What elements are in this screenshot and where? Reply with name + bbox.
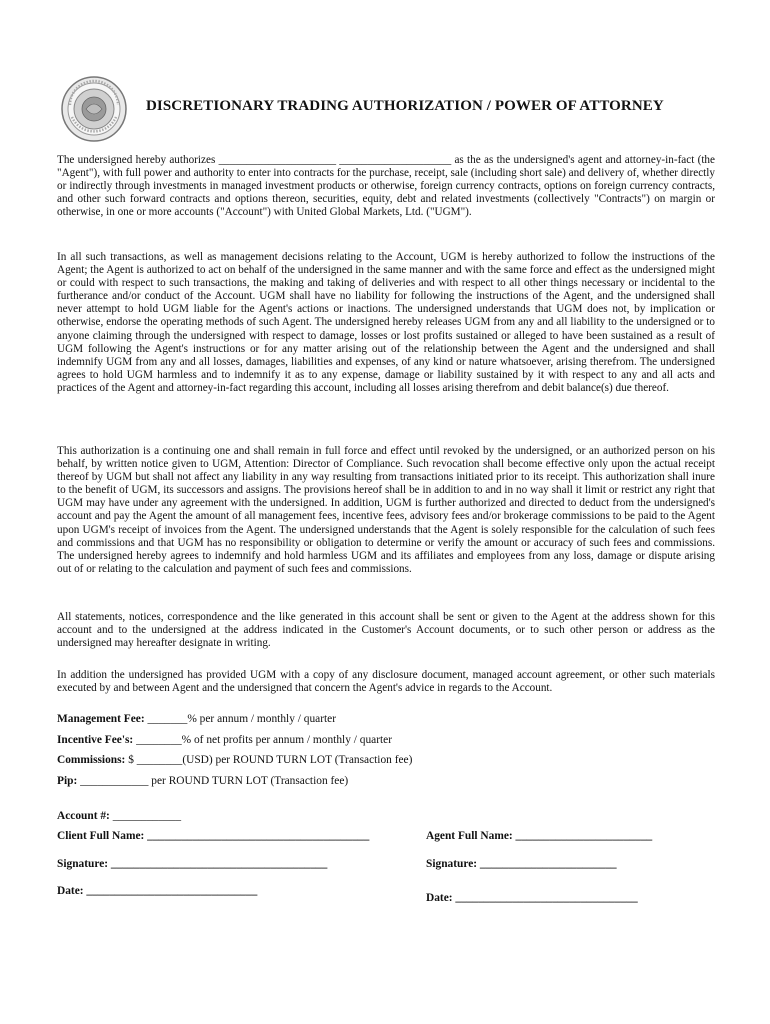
incentive-fee-label: Incentive Fee's: xyxy=(57,734,134,746)
paragraph-authorization: The undersigned hereby authorizes _____________________ ____________________ as the as the undersigned's agent and attorney-in-fact (the "Agent"), with full power and authority to enter into contracts for the purchase, receipt, sale (including short sale) and delivery of, whether directly or indirectly through investments in managed investment products or otherwise, foreign currency contracts, options on foreign currency contracts, and other such forward contracts and options thereon, securities, equity, debt and related investments (collectively "Contracts") on margin or otherwise, in one or more accounts ("Account") with United Global Markets, Ltd. ("UGM"). xyxy=(57,154,715,219)
account-number-field[interactable]: ____________ xyxy=(109,810,182,822)
commissions-label: Commissions: xyxy=(57,754,126,766)
agent-full-name-field[interactable]: Agent Full Name: ________________________ xyxy=(426,830,653,842)
pip-label: Pip: xyxy=(57,775,78,787)
incentive-fee-line xyxy=(57,734,392,746)
client-date-field[interactable]: Date: ______________________________ xyxy=(57,885,258,897)
commissions-line xyxy=(57,754,412,766)
agent-date-field[interactable]: Date: ________________________________ xyxy=(426,892,638,904)
paragraph-statements: All statements, notices, correspondence and the like generated in this account shall be sent or given to the Agent at the address shown for this account and to the undersigned at the address indicated in the Customer's Account documents, or to such other person or address as the undersigned may hereafter designate in writing. xyxy=(57,611,715,650)
commissions-field[interactable]: $ ________(USD) per ROUND TURN LOT (Transaction fee) xyxy=(125,754,413,766)
paragraph-transactions: In all such transactions, as well as management decisions relating to the Account, UGM is hereby authorized to follow the instructions of the Agent; the Agent is authorized to act on behalf of the undersigned in the same manner and with the same force and effect as the undersigned might or could with respect to such transactions, the making and taking of deliveries and with respect to all other things necessary or incidental to the furtherance and/or conduct of the Account. UGM shall have no liability for following the instructions of the Agent, and the undersigned shall never attempt to hold UGM liable for the Agent's actions or inactions. The undersigned understands that UGM does not, by implication or otherwise, endorse the operating methods of such Agent. The undersigned hereby releases UGM from any and all liability to the undersigned or to anyone claiming through the undersigned with respect to damage, losses or lost profits sustained or alleged to have been sustained as a result of UGM following the Agent's instructions or for any matter arising out of the relationship between the Agent and the undersigned and shall indemnify UGM from any and all losses, damages, liabilities and expenses, of any kind or nature whatsoever, arising therefrom. The undersigned agrees to hold UGM harmless and to indemnify it as to any expense, damage or liability sustained by it with respect to any and all acts and practices of the Agent and attorney-in-fact regarding this account, including all losses arising therefrom and debit balance(s) due thereof. xyxy=(57,251,715,394)
paragraph-continuing-authorization: This authorization is a continuing one and shall remain in full force and effect until revoked by the undersigned, or an authorized person on his behalf, by written notice given to UGM, Attention: Director of Compliance. Such revocation shall become effective only upon the actual receipt thereof by UGM but shall not affect any liability in any way resulting from transactions initiated prior to its receipt. This authorization shall inure to the benefit of UGM, its successors and assigns. The provisions hereof shall be in addition to and in no way shall it limit or restrict any right that UGM may have under any agreement with the undersigned. In addition, UGM is further authorized and directed to deduct from the undersigned's account and pay the Agent the amount of all management fees, incentive fees, advisory fees and/or brokerage commissions to be paid to the Agent upon UGM's receipt of invoices from the Agent. The undersigned understands that the Agent is solely responsible for the calculation of such fees and commissions and that UGM has no responsibility or obligation to determine or verify the amount or accuracy of such fees and commissions. The undersigned hereby agrees to indemnify and hold harmless UGM and its affiliates and employees from any loss, damage or dispute arising out of or relating to the calculation and payment of such fees and commissions. xyxy=(57,445,715,575)
client-full-name-field[interactable]: Client Full Name: _______________________________________ xyxy=(57,830,370,842)
account-number-line xyxy=(57,810,181,822)
account-number-label: Account #: xyxy=(57,810,110,822)
incentive-fee-field[interactable]: ________% of net profits per annum / monthly / quarter xyxy=(133,734,393,746)
document-title: DISCRETIONARY TRADING AUTHORIZATION / POWER OF ATTORNEY xyxy=(146,98,664,114)
paragraph-disclosure: In addition the undersigned has provided UGM with a copy of any disclosure document, managed account agreement, or other such materials executed by and between Agent and the undersigned that concern the Agent's advice in regards to the Account. xyxy=(57,669,715,695)
pip-field[interactable]: ____________ per ROUND TURN LOT (Transaction fee) xyxy=(77,775,349,787)
client-signature-field[interactable]: Signature: ______________________________________ xyxy=(57,858,328,870)
agent-signature-field[interactable]: Signature: ________________________ xyxy=(426,858,617,870)
management-fee-label: Management Fee: xyxy=(57,713,145,725)
company-seal-logo xyxy=(60,75,128,143)
management-fee-field[interactable]: _______% per annum / monthly / quarter xyxy=(144,713,337,725)
management-fee-line xyxy=(57,713,336,725)
pip-line xyxy=(57,775,348,787)
